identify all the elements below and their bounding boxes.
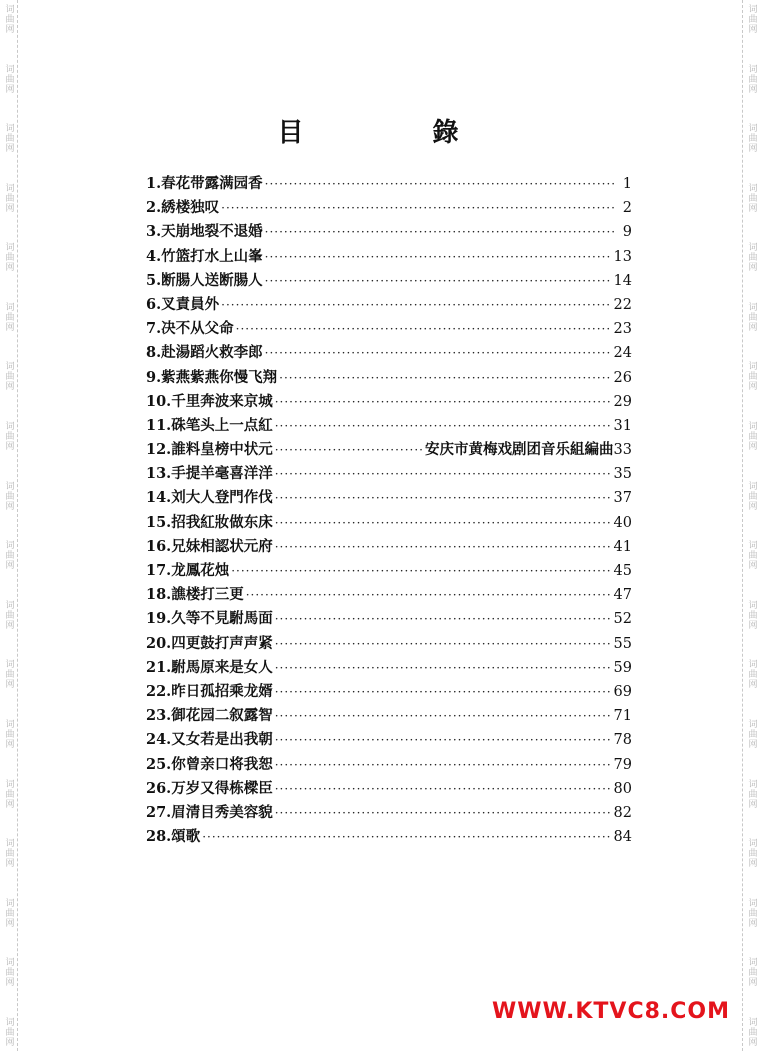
toc-leader-dots bbox=[202, 830, 611, 844]
toc-entry-page: 69 bbox=[613, 683, 632, 700]
toc-entry-page: 26 bbox=[613, 369, 632, 386]
toc-leader-dots bbox=[265, 274, 612, 288]
toc-leader-dots bbox=[275, 733, 612, 747]
toc-entry-page: 29 bbox=[613, 393, 632, 410]
toc-entry-page: 84 bbox=[613, 829, 632, 846]
edge-watermark-text: 词曲网 bbox=[3, 1016, 14, 1047]
toc-entry-page: 78 bbox=[613, 732, 632, 749]
toc-entry bbox=[146, 196, 632, 220]
edge-watermark-text: 词曲网 bbox=[746, 718, 757, 749]
edge-watermark-text: 词曲网 bbox=[3, 718, 14, 749]
toc-entry-title: 21.駙馬原来是女人 bbox=[146, 658, 273, 676]
toc-leader-dots bbox=[275, 516, 612, 530]
edge-watermark-text: 词曲网 bbox=[3, 182, 14, 213]
edge-watermark-text: 词曲网 bbox=[3, 897, 14, 928]
toc-leader-dots bbox=[221, 201, 616, 215]
edge-watermark-text: 词曲网 bbox=[746, 421, 757, 452]
toc-entry-page: 24 bbox=[613, 345, 632, 362]
toc-leader-dots bbox=[265, 250, 612, 264]
toc-entry bbox=[146, 777, 632, 801]
edge-watermark-text: 词曲网 bbox=[3, 599, 14, 630]
toc-entry bbox=[146, 535, 632, 559]
toc-entry-title: 15.招我紅妝做东床 bbox=[146, 513, 273, 531]
toc-leader-dots bbox=[275, 419, 612, 433]
toc-leader-dots bbox=[221, 298, 611, 312]
toc-entry-title: 9.紫燕紫燕你慢飞翔 bbox=[146, 368, 278, 386]
toc-entry-page: 33 bbox=[613, 442, 632, 459]
edge-watermark-text: 词曲网 bbox=[3, 659, 14, 690]
toc-entry-page: 22 bbox=[613, 296, 632, 313]
edge-watermark-text: 词曲网 bbox=[3, 778, 14, 809]
toc-entry-title: 1.春花带露满园香 bbox=[146, 175, 263, 192]
toc-entry-page: 59 bbox=[613, 659, 632, 676]
toc-leader-dots bbox=[275, 758, 612, 772]
toc-entry-page: 37 bbox=[613, 490, 632, 507]
toc-entry-title: 12.誰料皇榜中状元 bbox=[146, 441, 273, 459]
edge-watermark-text: 词曲网 bbox=[746, 123, 757, 154]
toc-entry-title: 13.手提羊毫喜洋洋 bbox=[146, 465, 273, 483]
edge-watermark-text: 词曲网 bbox=[746, 957, 757, 988]
toc-entry bbox=[146, 414, 632, 438]
toc-entry-title: 16.兄妹相認状元府 bbox=[146, 537, 273, 555]
toc-entry-page: 55 bbox=[613, 635, 632, 652]
edge-watermark-text: 词曲网 bbox=[3, 421, 14, 452]
edge-watermark-text: 词曲网 bbox=[746, 361, 757, 392]
edge-watermark-text: 词曲网 bbox=[746, 838, 757, 869]
edge-watermark-text: 词曲网 bbox=[3, 361, 14, 392]
toc-entry-title: 14.刘大人登門作伐 bbox=[146, 489, 273, 507]
toc-entry bbox=[146, 172, 632, 196]
edge-watermark-text: 词曲网 bbox=[746, 242, 757, 273]
toc-entry bbox=[146, 680, 632, 704]
toc-entry-title: 22.昨日孤招乘龙婿 bbox=[146, 682, 273, 700]
toc-entry-page: 82 bbox=[613, 804, 632, 821]
toc-leader-dots bbox=[275, 661, 612, 675]
toc-leader-dots bbox=[279, 371, 611, 385]
edge-watermark-text: 词曲网 bbox=[746, 1016, 757, 1047]
edge-watermark-text: 词曲网 bbox=[3, 242, 14, 273]
toc-entry bbox=[146, 220, 632, 244]
toc-entry bbox=[146, 462, 632, 486]
edge-watermark-text: 词曲网 bbox=[746, 599, 757, 630]
edge-watermark-text: 词曲网 bbox=[3, 957, 14, 988]
toc-entry-title: 23.御花园二叙露智 bbox=[146, 707, 273, 725]
toc-entry-page: 45 bbox=[613, 563, 632, 579]
toc-entry-title: 24.又女若是出我朝 bbox=[146, 731, 273, 749]
edge-watermark-text: 词曲网 bbox=[746, 182, 757, 213]
toc-entry-title: 28.頌歌 bbox=[146, 828, 201, 846]
toc-entry bbox=[146, 245, 632, 269]
toc-entry bbox=[146, 583, 632, 607]
page-title: 目 錄 bbox=[277, 118, 519, 148]
edge-watermark-text: 词曲网 bbox=[746, 63, 757, 94]
toc-entry bbox=[146, 728, 632, 752]
toc-entry-title: 26.万岁又得栋樑臣 bbox=[146, 779, 273, 797]
right-watermark-strip bbox=[742, 0, 760, 1051]
toc-entry bbox=[146, 632, 632, 656]
edge-watermark-text: 词曲网 bbox=[3, 301, 14, 332]
toc-entry-page: 23 bbox=[613, 321, 632, 338]
toc-entry bbox=[146, 607, 632, 631]
toc-entry-page: 2 bbox=[622, 200, 632, 217]
toc-leader-dots bbox=[265, 177, 616, 191]
table-of-contents bbox=[146, 172, 632, 849]
edge-watermark-text: 词曲网 bbox=[746, 659, 757, 690]
toc-entry-page: 47 bbox=[613, 587, 632, 604]
toc-entry-title: 19.久等不見駙馬面 bbox=[146, 610, 273, 628]
toc-entry bbox=[146, 801, 632, 825]
edge-watermark-text: 词曲网 bbox=[3, 540, 14, 571]
edge-watermark-text: 词曲网 bbox=[3, 480, 14, 511]
toc-entry-title: 27.眉清目秀美容貌 bbox=[146, 803, 273, 821]
toc-entry bbox=[146, 753, 632, 777]
toc-entry bbox=[146, 293, 632, 317]
toc-entry-page: 79 bbox=[613, 756, 632, 773]
toc-leader-dots bbox=[275, 395, 612, 409]
toc-entry-page: 52 bbox=[613, 611, 632, 628]
toc-entry-title: 18.譙楼打三更 bbox=[146, 586, 244, 604]
toc-entry-page: 80 bbox=[613, 780, 632, 797]
toc-entry-page: 35 bbox=[613, 466, 632, 483]
toc-entry bbox=[146, 341, 632, 365]
toc-entry bbox=[146, 704, 632, 728]
edge-watermark-text: 词曲网 bbox=[3, 63, 14, 94]
toc-entry-page: 71 bbox=[613, 708, 632, 725]
edge-watermark-text: 词曲网 bbox=[3, 123, 14, 154]
toc-entry-page: 14 bbox=[613, 272, 632, 289]
toc-leader-dots bbox=[246, 588, 612, 602]
toc-entry-page: 1 bbox=[622, 176, 632, 192]
toc-entry-title: 6.叉責員外 bbox=[146, 295, 220, 313]
toc-leader-dots bbox=[275, 637, 612, 651]
toc-entry-title: 11.硃笔头上一点紅 bbox=[146, 416, 273, 434]
toc-leader-dots bbox=[275, 685, 612, 699]
edge-watermark-text: 词曲网 bbox=[746, 301, 757, 332]
toc-entry-title: 20.四更鼓打声声紧 bbox=[146, 634, 273, 652]
toc-leader-dots bbox=[275, 443, 423, 457]
toc-entry bbox=[146, 559, 632, 583]
toc-entry-title: 3.天崩地裂不退婚 bbox=[146, 223, 263, 241]
toc-leader-dots bbox=[265, 225, 616, 239]
edge-watermark-text: 词曲网 bbox=[746, 480, 757, 511]
toc-entry-title: 7.决不从父命 bbox=[146, 320, 234, 338]
site-watermark[interactable]: WWW.KTVC8.COM bbox=[492, 999, 730, 1024]
toc-entry-credit: 安庆市黄梅戏剧团音乐組編曲 bbox=[425, 441, 614, 459]
toc-leader-dots bbox=[275, 782, 612, 796]
toc-entry-page: 41 bbox=[613, 538, 632, 555]
edge-watermark-text: 词曲网 bbox=[3, 4, 14, 34]
toc-entry-page: 9 bbox=[622, 224, 632, 241]
edge-watermark-text: 词曲网 bbox=[746, 897, 757, 928]
edge-watermark-text: 词曲网 bbox=[746, 778, 757, 809]
toc-entry bbox=[146, 511, 632, 535]
toc-entry-page: 40 bbox=[613, 514, 632, 531]
toc-leader-dots bbox=[265, 346, 612, 360]
toc-leader-dots bbox=[275, 467, 612, 481]
toc-entry-title: 4.竹篮打水上山峯 bbox=[146, 247, 263, 265]
toc-entry-title: 17.龙鳳花烛 bbox=[146, 562, 230, 579]
toc-leader-dots bbox=[275, 612, 612, 626]
toc-entry bbox=[146, 825, 632, 849]
left-watermark-strip bbox=[0, 0, 18, 1051]
toc-entry bbox=[146, 438, 632, 462]
toc-entry-title: 8.赴湯蹈火救李郎 bbox=[146, 344, 263, 362]
edge-watermark-text: 词曲网 bbox=[3, 838, 14, 869]
toc-leader-dots bbox=[275, 806, 612, 820]
toc-leader-dots bbox=[275, 709, 612, 723]
toc-entry bbox=[146, 656, 632, 680]
edge-watermark-text: 词曲网 bbox=[746, 540, 757, 571]
toc-leader-dots bbox=[275, 491, 612, 505]
toc-entry-title: 25.你曾亲口将我恕 bbox=[146, 755, 273, 773]
toc-leader-dots bbox=[231, 564, 611, 578]
edge-watermark-text: 词曲网 bbox=[746, 4, 757, 34]
toc-entry-title: 5.断腸人送断腸人 bbox=[146, 271, 263, 289]
toc-entry-title: 2.綉楼独叹 bbox=[146, 199, 220, 217]
toc-entry bbox=[146, 366, 632, 390]
toc-entry bbox=[146, 269, 632, 293]
toc-entry bbox=[146, 390, 632, 414]
toc-leader-dots bbox=[236, 322, 612, 336]
toc-entry-page: 13 bbox=[613, 248, 632, 265]
toc-leader-dots bbox=[275, 540, 612, 554]
toc-entry bbox=[146, 317, 632, 341]
toc-entry bbox=[146, 486, 632, 510]
toc-entry-title: 10.千里奔波来京城 bbox=[146, 392, 273, 410]
toc-entry-page: 31 bbox=[613, 417, 632, 434]
